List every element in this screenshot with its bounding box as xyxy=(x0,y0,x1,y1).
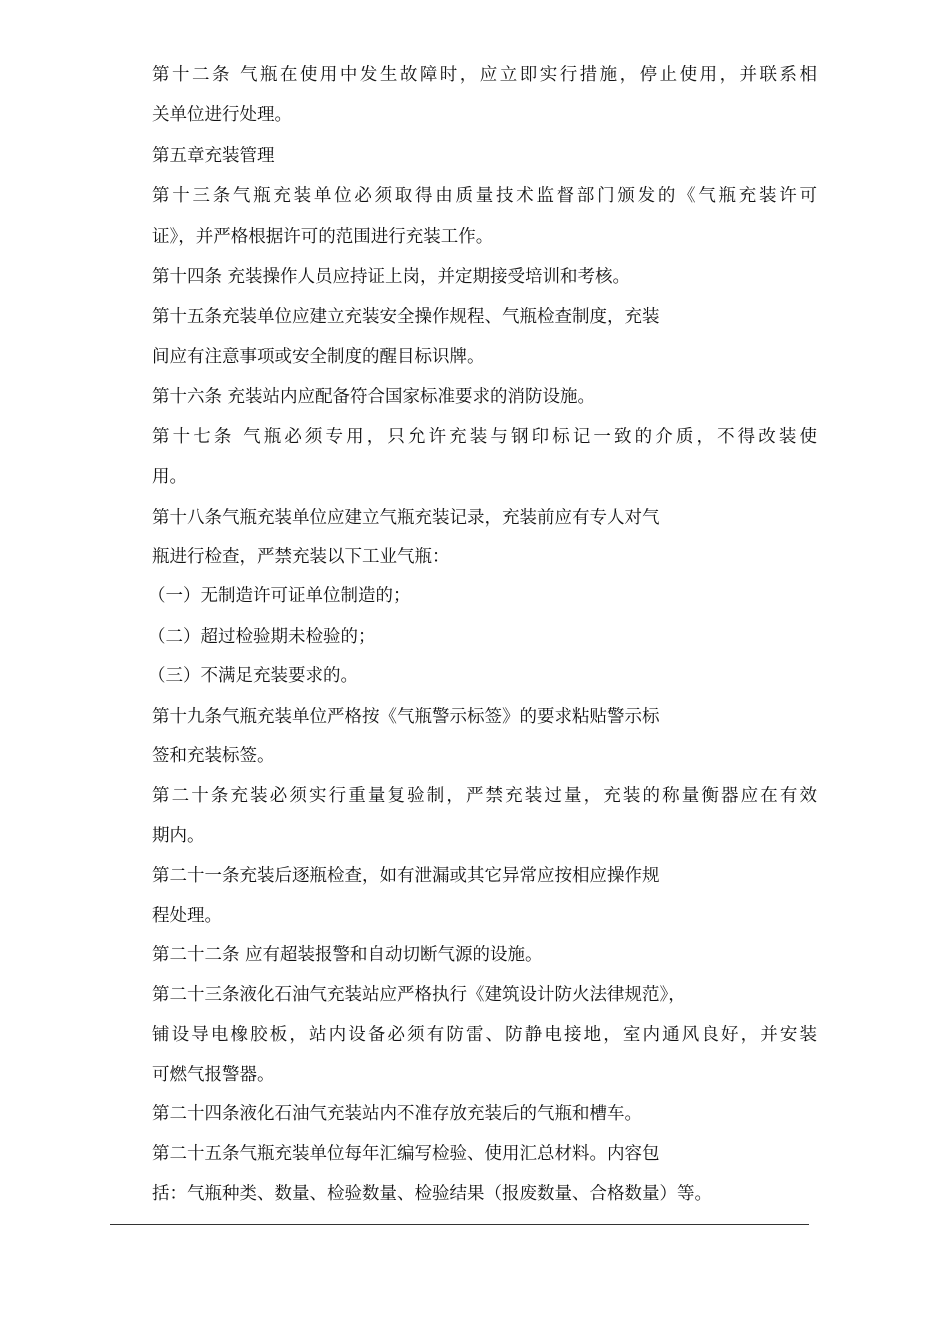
text-line: 第十三条气瓶充装单位必须取得由质量技术监督部门颁发的《气瓶充装许可 xyxy=(152,186,817,206)
text-line: 关单位进行处理。 xyxy=(152,105,292,125)
chapter-heading: 第五章充装管理 xyxy=(152,146,275,166)
text-line: 第十二条 气瓶在使用中发生故障时，应立即实行措施，停止使用，并联系相 xyxy=(152,65,817,85)
text-line: 第二十二条 应有超装报警和自动切断气源的设施。 xyxy=(152,945,543,965)
text-line: 用。 xyxy=(152,467,187,487)
text-line: 第十七条 气瓶必须专用，只允许充装与钢印标记一致的介质，不得改装使 xyxy=(152,427,817,447)
text-line: 瓶进行检查，严禁充装以下工业气瓶： xyxy=(152,547,450,567)
list-item: （一）无制造许可证单位制造的； xyxy=(148,586,411,606)
text-line: 第十五条充装单位应建立充装安全操作规程、气瓶检查制度，充装 xyxy=(152,307,660,327)
text-line: 签和充装标签。 xyxy=(152,746,275,766)
text-line: 第二十五条气瓶充装单位每年汇编写检验、使用汇总材料。内容包 xyxy=(152,1144,660,1164)
text-line: 间应有注意事项或安全制度的醒目标识牌。 xyxy=(152,347,485,367)
text-line: 第二十三条液化石油气充装站应严格执行《建筑设计防火法律规范》， xyxy=(152,985,686,1005)
text-line: 括：气瓶种类、数量、检验数量、检验结果（报废数量、合格数量）等。 xyxy=(152,1184,712,1204)
list-item: （二）超过检验期未检验的； xyxy=(148,627,376,647)
list-item: （三）不满足充装要求的。 xyxy=(148,666,358,686)
text-line: 第二十一条充装后逐瓶检查，如有泄漏或其它异常应按相应操作规 xyxy=(152,866,660,886)
text-line: 第十四条 充装操作人员应持证上岗，并定期接受培训和考核。 xyxy=(152,267,631,287)
text-line: 第十八条气瓶充装单位应建立气瓶充装记录，充装前应有专人对气 xyxy=(152,508,660,528)
text-line: 第十六条 充装站内应配备符合国家标准要求的消防设施。 xyxy=(152,387,596,407)
text-line: 第十九条气瓶充装单位严格按《气瓶警示标签》的要求粘贴警示标 xyxy=(152,707,660,727)
text-line: 铺设导电橡胶板，站内设备必须有防雷、防静电接地，室内通风良好，并安装 xyxy=(152,1025,817,1045)
text-line: 第二十条充装必须实行重量复验制，严禁充装过量，充装的称量衡器应在有效 xyxy=(152,786,817,806)
text-line: 证》，并严格根据许可的范围进行充装工作。 xyxy=(152,227,494,247)
text-line: 可燃气报警器。 xyxy=(152,1065,275,1085)
text-line: 期内。 xyxy=(152,826,205,846)
text-line: 第二十四条液化石油气充装站内不准存放充装后的气瓶和槽车。 xyxy=(152,1104,642,1124)
text-line: 程处理。 xyxy=(152,906,222,926)
footer-divider xyxy=(110,1224,809,1225)
